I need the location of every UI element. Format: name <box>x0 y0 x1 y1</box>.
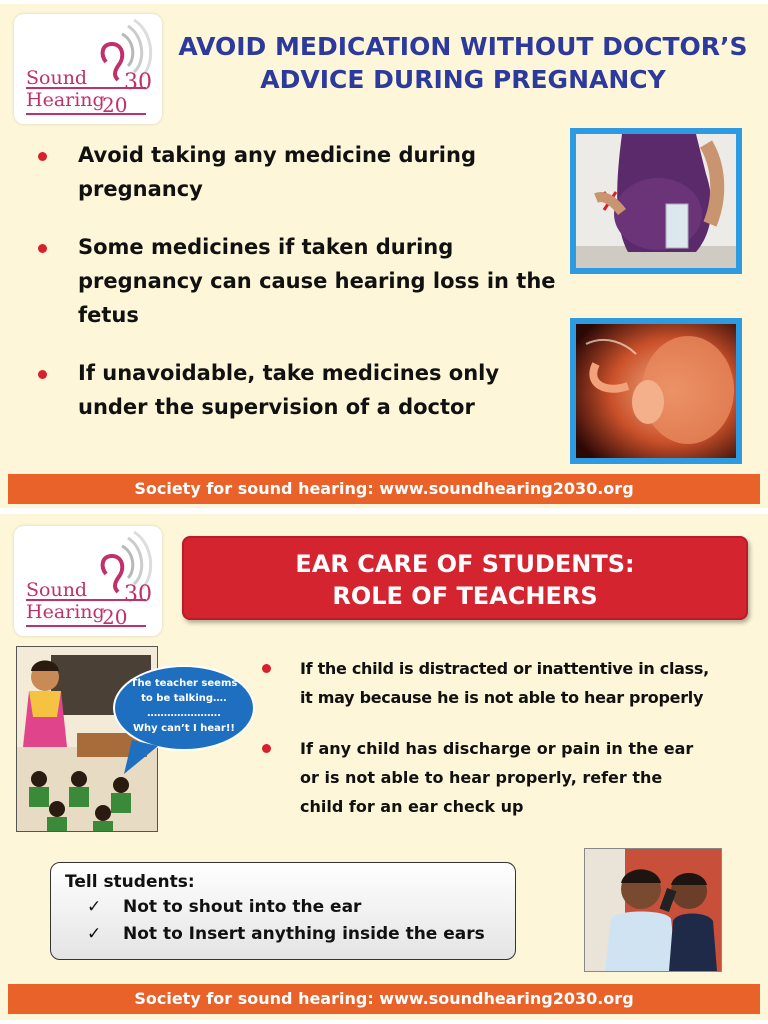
logo-word-sound: Sound <box>26 579 88 601</box>
list-item-line: pregnancy can cause hearing loss in the <box>78 269 556 293</box>
fetus-illustration <box>576 324 736 458</box>
list-item <box>34 356 574 424</box>
list-item-line: under the supervision of a doctor <box>78 395 475 419</box>
list-item <box>34 230 574 332</box>
bullet-dot <box>262 744 271 753</box>
logo-number-20: 20 <box>102 93 128 117</box>
logo-number-30: 30 <box>124 582 152 607</box>
title-line-2: ADVICE DURING PREGNANCY <box>260 65 666 94</box>
fetus-photo <box>570 318 742 464</box>
soundhearing-logo <box>14 526 162 636</box>
list-item-line: If any child has discharge or pain in the ear <box>300 739 694 758</box>
title-line-1: AVOID MEDICATION WITHOUT DOCTOR’S <box>178 32 748 61</box>
title-banner <box>182 536 748 620</box>
bullet-dot <box>262 664 271 673</box>
list-item <box>260 654 760 712</box>
list-item-line: pregnancy <box>78 177 203 201</box>
tell-item-text: Not to Insert anything inside the ears <box>123 924 485 944</box>
tell-students-box <box>50 862 516 960</box>
list-item-line: If unavoidable, take medicines only <box>78 361 500 385</box>
footer-banner: Society for sound hearing: www.soundhearing2030.org <box>8 474 760 504</box>
pregnant-woman-photo <box>570 128 742 274</box>
speech-bubble-text <box>112 676 256 736</box>
page-title <box>168 30 758 96</box>
list-item-line: Avoid taking any medicine during <box>78 143 476 167</box>
pregnant-woman-illustration <box>576 134 736 268</box>
bullet-dot <box>38 370 47 379</box>
speech-line: …………………. <box>147 708 221 719</box>
list-item-line: If the child is distracted or inattentive in class, <box>300 659 709 678</box>
checkmark-icon: ✓ <box>87 897 102 917</box>
speech-line: The teacher seems <box>130 678 238 689</box>
list-item-line: or is not able to hear properly, refer the <box>300 768 663 787</box>
checkmark-icon: ✓ <box>87 924 102 944</box>
speech-line: Why can’t I hear!! <box>133 723 235 734</box>
logo-word-hearing: Hearing <box>26 89 105 111</box>
teacher-bullet-list <box>260 654 760 821</box>
list-item <box>34 138 574 206</box>
tell-heading: Tell students: <box>65 872 195 892</box>
logo-word-sound: Sound <box>26 67 88 89</box>
list-item-line: it may because he is not able to hear properly <box>300 688 704 707</box>
banner-line-2: ROLE OF TEACHERS <box>332 582 598 610</box>
ear-check-photo <box>584 848 722 972</box>
soundhearing-logo <box>14 14 162 124</box>
speech-line: to be talking…. <box>141 693 227 704</box>
pregnancy-bullet-list <box>34 138 574 424</box>
list-item-line: Some medicines if taken during <box>78 235 454 259</box>
bullet-dot <box>38 244 47 253</box>
pregnancy-medication-panel <box>0 4 768 508</box>
list-item <box>65 922 501 946</box>
logo-word-hearing: Hearing <box>26 601 105 623</box>
list-item-line: fetus <box>78 303 139 327</box>
list-item <box>260 734 760 821</box>
list-item <box>65 893 501 922</box>
ear-care-panel <box>0 514 768 1020</box>
banner-line-1: EAR CARE OF STUDENTS: <box>295 550 635 578</box>
logo-number-20: 20 <box>102 605 128 629</box>
footer-banner: Society for sound hearing: www.soundhearing2030.org <box>8 984 760 1014</box>
tell-item-text: Not to shout into the ear <box>123 897 362 917</box>
list-item-line: child for an ear check up <box>300 797 524 816</box>
bullet-dot <box>38 152 47 161</box>
logo-number-30: 30 <box>124 70 152 95</box>
ear-check-illustration <box>585 849 721 971</box>
